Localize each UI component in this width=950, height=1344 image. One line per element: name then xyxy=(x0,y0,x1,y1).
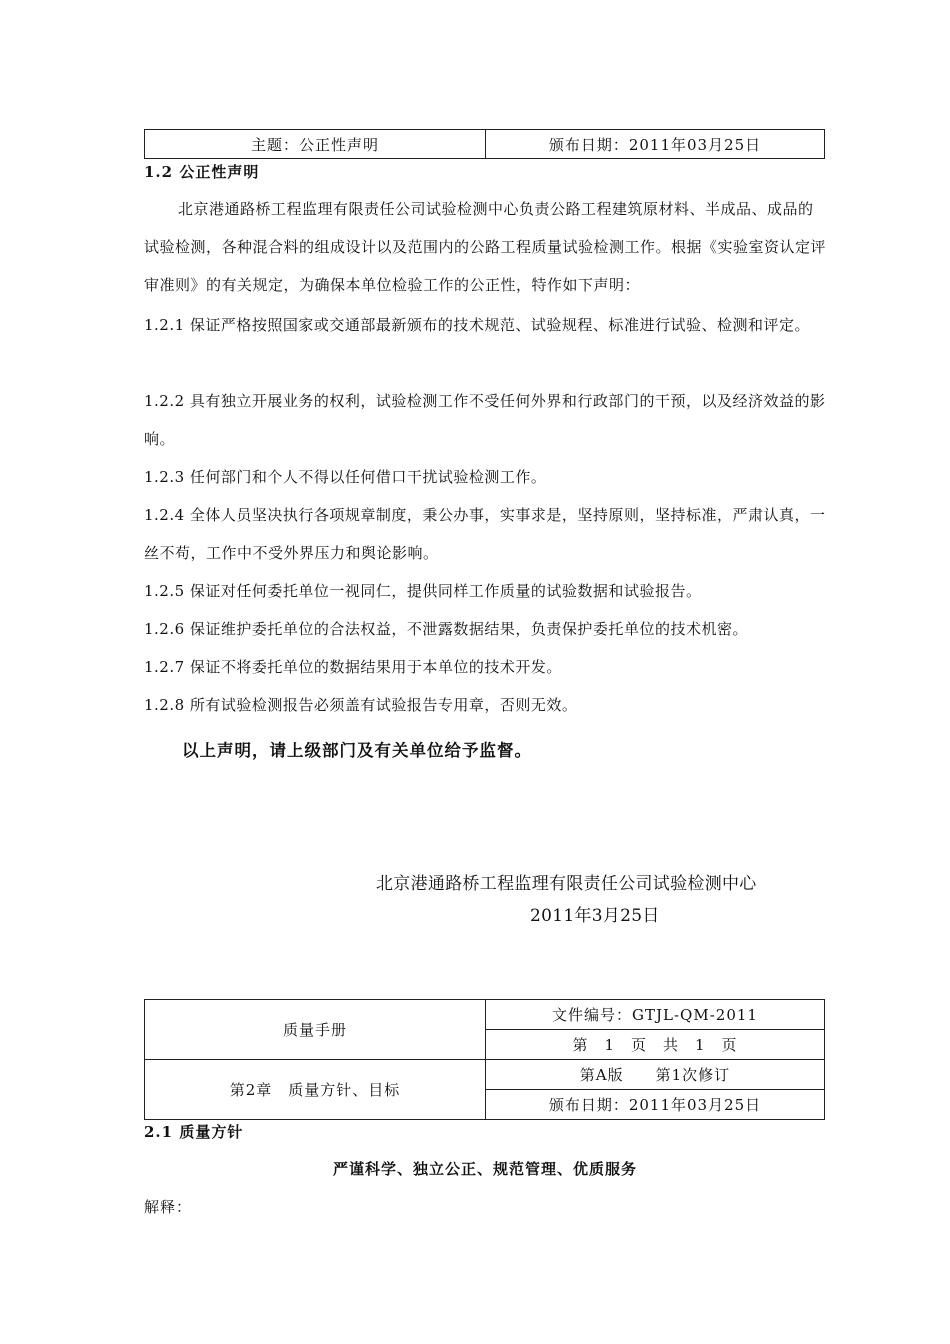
header-table-statement xyxy=(144,129,825,159)
statement-item-6: 1.2.6 保证维护委托单位的合法权益，不泄露数据结果，负责保护委托单位的技术机密。 xyxy=(144,620,748,638)
statement-item-5: 1.2.5 保证对任何委托单位一视同仁，提供同样工作质量的试验数据和试验报告。 xyxy=(144,582,702,600)
manual-issue-date: 颁布日期：2011年03月25日 xyxy=(486,1090,825,1120)
statement-item-1: 1.2.1 保证严格按照国家或交通部最新颁布的技术规范、试验规程、标准进行试验、检测和评定。 xyxy=(144,316,810,334)
version-revision: 第A版 第1次修订 xyxy=(486,1060,825,1090)
signature-organization: 北京港通路桥工程监理有限责任公司试验检测中心 xyxy=(376,874,757,894)
page-count: 第 1 页 共 1 页 xyxy=(486,1030,825,1060)
header-subject: 主题：公正性声明 xyxy=(145,130,486,159)
statement-item-4: 1.2.4 全体人员坚决执行各项规章制度，秉公办事，实事求是，坚持原则，坚持标准，严肃认真，一丝不苟，工作中不受外界压力和舆论影响。 xyxy=(144,506,826,562)
chapter-title: 第2章 质量方针、目标 xyxy=(145,1060,486,1120)
statement-item-2: 1.2.2 具有独立开展业务的权利，试验检测工作不受任何外界和行政部门的干预，以及经济效益的影响。 xyxy=(144,392,826,448)
quality-policy: 严谨科学、独立公正、规范管理、优质服务 xyxy=(332,1160,637,1178)
statement-item-8: 1.2.8 所有试验检测报告必须盖有试验报告专用章，否则无效。 xyxy=(144,696,578,714)
explanation-label: 解释： xyxy=(144,1198,193,1216)
section-title-2-1: 2.1 质量方针 xyxy=(144,1123,244,1141)
file-number: 文件编号：GTJL-QM-2011 xyxy=(486,1000,825,1030)
statement-item-7: 1.2.7 保证不将委托单位的数据结果用于本单位的技术开发。 xyxy=(144,658,562,676)
header-table-manual xyxy=(144,999,825,1120)
header-issue-date: 颁布日期：2011年03月25日 xyxy=(486,130,825,159)
closing-statement: 以上声明，请上级部门及有关单位给予监督。 xyxy=(182,741,532,760)
statement-item-3: 1.2.3 任何部门和个人不得以任何借口干扰试验检测工作。 xyxy=(144,468,547,486)
manual-title: 质量手册 xyxy=(145,1000,486,1060)
section-title-1-2: 1.2 公正性声明 xyxy=(144,163,260,181)
intro-paragraph: 北京港通路桥工程监理有限责任公司试验检测中心负责公路工程建筑原材料、半成品、成品的试验检测，各种混合料的组成设计以及范围内的公路工程质量试验检测工作。根据《实验室资认定评审准则》的有关规定，为确保本单位检验工作的公正性，特作如下声明： xyxy=(144,200,827,294)
signature-date: 2011年3月25日 xyxy=(530,906,660,926)
